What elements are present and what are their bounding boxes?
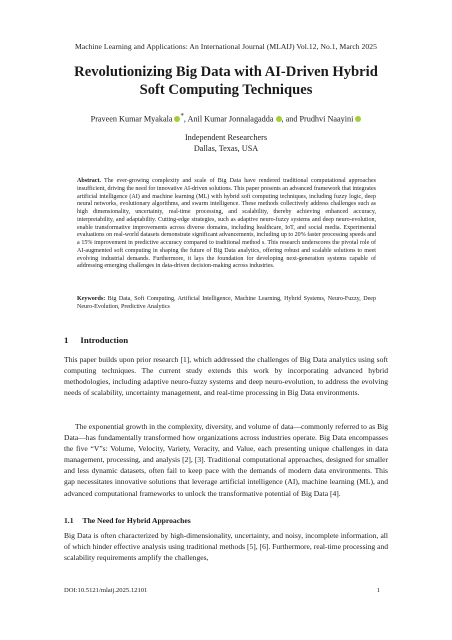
journal-header: Machine Learning and Applications: An International Journal (MLAIJ) Vol.12, No.1, March 2025 — [75, 42, 377, 51]
author-1: Praveen Kumar Myakala — [90, 114, 173, 124]
section-title: Introduction — [80, 335, 129, 345]
author-2: , Anil Kumar Jonnalagadda — [183, 114, 274, 124]
subsection-title: The Need for Hybrid Approaches — [82, 516, 191, 525]
affiliation-org: Independent Researchers — [184, 133, 268, 142]
page-number: 1 — [376, 587, 380, 594]
keywords-text: Big Data, Soft Computing, Artificial Intelligence, Machine Learning, Hybrid Systems, Neuro-Fuzzy, Deep Neuro-Evolution, Predictive Analytics — [77, 296, 376, 310]
hybrid-paragraph-1: Big Data is often characterized by high-dimensionality, uncertainty, and noisy, incomplete information, all of which hinder effective analysis using traditional methods [5], [6]. Furthermore, real-time processing and scalability requirements amplify the challenges, — [64, 531, 388, 563]
abstract-label: Abstract. — [77, 178, 102, 184]
keywords — [77, 296, 376, 312]
author-3: , and Prudhvi Naayini — [281, 114, 354, 124]
keywords-label: Keywords: — [77, 296, 106, 302]
affiliation — [0, 132, 452, 154]
intro-paragraph-2: The exponential growth in the complexity, diversity, and volume of data—commonly referred to as Big Data—has fundamentally transformed how organizations across industries operate. Big Data encompasses the five “V”s: Volume, Velocity, Variety, Veracity, and Value, each presenting unique challenges in data management, processing, and analysis [2], [3]. Traditional computational approaches, designed for smaller and less dynamic datasets, often fail to keep pace with the demands of modern data environments. This gap necessitates innovative solutions that leverage artificial intelligence (AI), machine learning (ML), and advanced computational frameworks to unlock the transformative potential of Big Data [4]. — [64, 422, 388, 498]
orcid-icon[interactable] — [355, 116, 361, 122]
abstract-text: The ever-growing complexity and scale of Big Data have rendered traditional computational approaches insufficient, driving the need for innovative AI-driven solutions. This paper presents an advanced framework that integrates artificial intelligence (AI) and machine learning (ML) with hybrid soft computing techniques, including fuzzy logic, deep neural networks, evolutionary algorithms, and swarm intelligence. These methods collectively address challenges such as high dimensionality, uncertainty, real-time processing, and scalability, thereby achieving enhanced accuracy, interpretability, and adaptability. Cutting-edge strategies, such as adaptive neuro-fuzzy systems and deep neuro-evolution, enable transformative improvements across diverse domains, including healthcare, IoT, and social media. Experimental evaluations on real-world datasets demonstrate significant advancements, including up to 20% faster processing speeds and a 15% improvement in predictive accuracy compared to traditional method s. This research underscores the pivotal role of AI-augmented soft computing in shaping the future of Big Data analytics, offering robust and scalable solutions to meet evolving industrial demands. Furthermore, it lays the foundation for developing next-generation systems capable of addressing emerging challenges in data-driven decision-making across industries. — [77, 178, 376, 270]
abstract — [77, 178, 376, 271]
intro-paragraph-1: This paper builds upon prior research [1], which addressed the challenges of Big Data analytics using soft computing techniques. The current study extends this work by incorporating advanced hybrid methodologies, including adaptive neuro-fuzzy systems and deep neuro-evolution, to address the evolving needs of scalability, uncertainty management, and real-time processing in Big Data environments. — [64, 355, 388, 398]
title-line-1: Revolutionizing Big Data with AI-Driven Hybrid — [74, 64, 378, 80]
subsection-number: 1.1 — [64, 516, 74, 525]
subsection-heading-hybrid — [64, 516, 191, 525]
corresponding-mark: * — [180, 113, 184, 120]
section-heading-introduction — [64, 335, 128, 345]
paper-title — [40, 63, 412, 99]
affiliation-location: Dallas, Texas, USA — [193, 144, 259, 153]
title-line-2: Soft Computing Techniques — [139, 82, 313, 98]
footer-doi[interactable]: DOI:10.5121/mlaij.2025.12101 — [64, 587, 148, 594]
author-list — [0, 113, 452, 124]
section-number: 1 — [64, 335, 69, 345]
